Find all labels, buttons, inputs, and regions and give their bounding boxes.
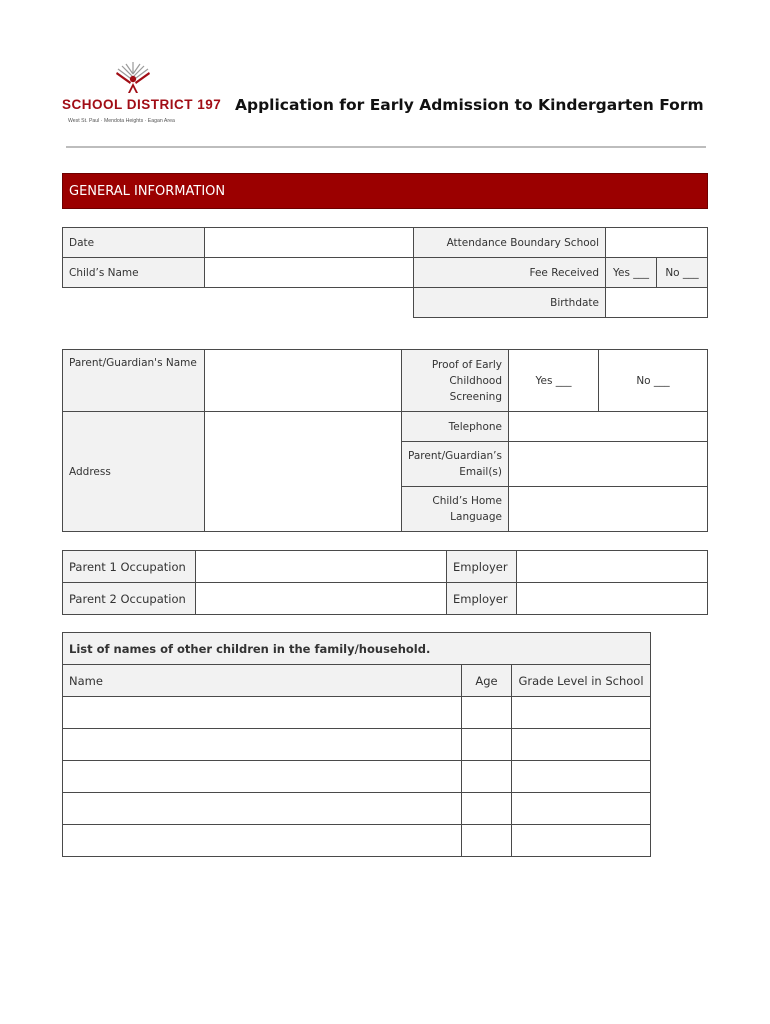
- childs-name-input[interactable]: [204, 257, 414, 288]
- district-tagline: West St. Paul · Mendota Heights · Eagan Area: [68, 118, 175, 124]
- table-row-grade-cell[interactable]: [511, 760, 651, 793]
- parent2-occupation-input[interactable]: [195, 582, 447, 615]
- parent1-occupation-input[interactable]: [195, 550, 447, 583]
- birthdate-label: Birthdate: [413, 287, 606, 318]
- telephone-label: Telephone: [401, 411, 509, 442]
- table-row-name-cell[interactable]: [62, 696, 462, 729]
- table-row-age-cell[interactable]: [461, 728, 512, 761]
- parent1-occupation-label: Parent 1 Occupation: [62, 550, 196, 583]
- home-language-input[interactable]: [508, 486, 708, 532]
- date-label: Date: [62, 227, 205, 258]
- children-table-body: [62, 696, 651, 857]
- table-row-name-cell[interactable]: [62, 824, 462, 857]
- table-row-name-cell[interactable]: [62, 760, 462, 793]
- table-row-name-cell[interactable]: [62, 728, 462, 761]
- email-input[interactable]: [508, 441, 708, 487]
- form-title: Application for Early Admission to Kindergarten Form: [235, 96, 704, 114]
- general-information-heading: GENERAL INFORMATION: [62, 173, 708, 209]
- district-emblem-icon: [60, 60, 210, 102]
- attendance-school-label: Attendance Boundary School: [413, 227, 606, 258]
- parent-name-input[interactable]: [204, 349, 402, 412]
- childs-name-label: Child’s Name: [62, 257, 205, 288]
- parent-name-label: Parent/Guardian's Name: [62, 349, 205, 412]
- column-header-age: Age: [461, 664, 512, 697]
- table-row-age-cell[interactable]: [461, 760, 512, 793]
- table-row-grade-cell[interactable]: [511, 696, 651, 729]
- address-input[interactable]: [204, 411, 402, 532]
- table-row-age-cell[interactable]: [461, 792, 512, 825]
- district-name: SCHOOL DISTRICT 197: [62, 97, 222, 112]
- parent1-employer-label: Employer: [446, 550, 517, 583]
- column-header-grade: Grade Level in School: [511, 664, 651, 697]
- address-label: Address: [62, 411, 205, 532]
- other-children-heading: List of names of other children in the family/household.: [62, 632, 651, 665]
- email-label: Parent/Guardian’s Email(s): [401, 441, 509, 487]
- parent2-employer-input[interactable]: [516, 582, 708, 615]
- parent1-employer-input[interactable]: [516, 550, 708, 583]
- parent2-employer-label: Employer: [446, 582, 517, 615]
- telephone-input[interactable]: [508, 411, 708, 442]
- fee-received-label: Fee Received: [413, 257, 606, 288]
- screening-yes-option[interactable]: Yes ___: [508, 349, 599, 412]
- table-row-grade-cell[interactable]: [511, 792, 651, 825]
- date-input[interactable]: [204, 227, 414, 258]
- proof-screening-label: Proof of Early Childhood Screening: [401, 349, 509, 412]
- table-row-age-cell[interactable]: [461, 824, 512, 857]
- district-logo: [60, 60, 222, 130]
- screening-no-option[interactable]: No ___: [598, 349, 708, 412]
- table-row-grade-cell[interactable]: [511, 824, 651, 857]
- fee-yes-option[interactable]: Yes ___: [605, 257, 657, 288]
- table-row-age-cell[interactable]: [461, 696, 512, 729]
- table-row-grade-cell[interactable]: [511, 728, 651, 761]
- home-language-label: Child’s Home Language: [401, 486, 509, 532]
- table-row-name-cell[interactable]: [62, 792, 462, 825]
- birthdate-input[interactable]: [605, 287, 708, 318]
- column-header-name: Name: [62, 664, 462, 697]
- fee-no-option[interactable]: No ___: [656, 257, 708, 288]
- attendance-school-input[interactable]: [605, 227, 708, 258]
- parent2-occupation-label: Parent 2 Occupation: [62, 582, 196, 615]
- header-divider: [66, 146, 706, 148]
